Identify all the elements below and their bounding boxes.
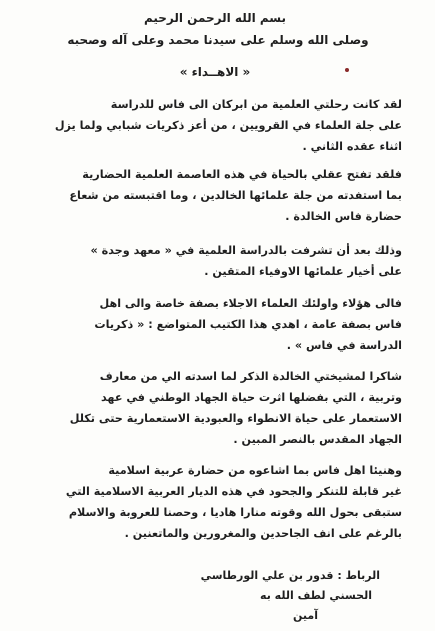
paragraph-line: فلقد تفتح عقلي بالحياة في هذه العاصمة العلمية الحضارية [82,168,402,181]
paragraph-line: اثناء عقده الثاني . [302,140,402,153]
paragraph-line: شاكرا لمشيختي الخالدة الذكر لما اسدته الي من معارف [99,370,402,383]
paragraph-1 [30,94,402,157]
paragraph-line: وتربية ، التي بفضلها اثرت حياة الجهاد الوطني في عهد [100,391,402,404]
paragraph-5 [30,366,402,450]
paragraph-line: وهنيئا اهل فاس بما اشاعوه من حضارة عربية اسلامية [108,464,402,477]
signature-line: الحسني لطف الله به [260,589,372,602]
signature-line: الرباط : قدور بن علي الورطاسي [200,569,380,582]
paragraph-line: الاستعمار على حياة الانطواء والعبودية الاستعمارية حتى تكلل [69,412,402,425]
signature-line: آمين [293,609,318,622]
paragraph-3 [30,240,402,282]
paragraph-line: على أخيار علمائها الاوفياء المتقين . [204,265,402,278]
paragraph-line: فاس بصفة عامة ، اهدي هذا الكتيب المتواضع : « ذكريات [94,318,402,331]
paragraph-4 [30,293,402,356]
paragraph-line: على جلة العلماء في القرويين ، من أعز ذكريات شبابي ولما يزل [54,119,402,132]
paragraph-line: ستبقى بحول الله وقوته منارا هاديا ، وحصنا للعروبة والاسلام [68,506,402,519]
basmala [80,8,350,29]
heading-text: « الاهــداء » [179,65,251,79]
paragraph-line: الجهاد المقدس بالنصر المبين . [233,433,402,446]
dedication-heading [140,62,290,83]
basmala-text: بسم الله الرحمن الرحيم [143,11,287,25]
paragraph-line: غير قابلة للتنكر والجحود في هذه الديار العربية الاسلامية التي [65,485,402,498]
paragraph-line: الدراسة في فاس » . [286,339,402,352]
paragraph-line: حضارة فاس الخالدة . [285,210,402,223]
paragraph-2 [30,164,402,227]
paragraph-6 [30,460,402,544]
paragraph-line: وذلك بعد أن تشرفت بالدراسة العلمية في « معهد وجدة » [90,244,402,257]
paragraph-line: بالرغم على انف الجاحدين والمغرورين والماتعنين . [124,527,402,540]
paragraph-line: لقد كانت رحلتي العلمية من ابركان الى فاس للدراسة [110,98,402,111]
signature-block [190,566,380,626]
ink-speck [345,68,349,72]
salutation-text: وصلى الله وسلم على سيدنا محمد وعلى آله وصحبه [67,33,369,47]
salutation [28,30,408,51]
paragraph-line: فالى هؤلاء واولئك العلماء الاجلاء بصفة خاصة والى اهل [99,297,402,310]
paragraph-line: بما استفدته من جلة علمائها الخالدين ، وما اقتبسته من شعاع [69,189,402,202]
